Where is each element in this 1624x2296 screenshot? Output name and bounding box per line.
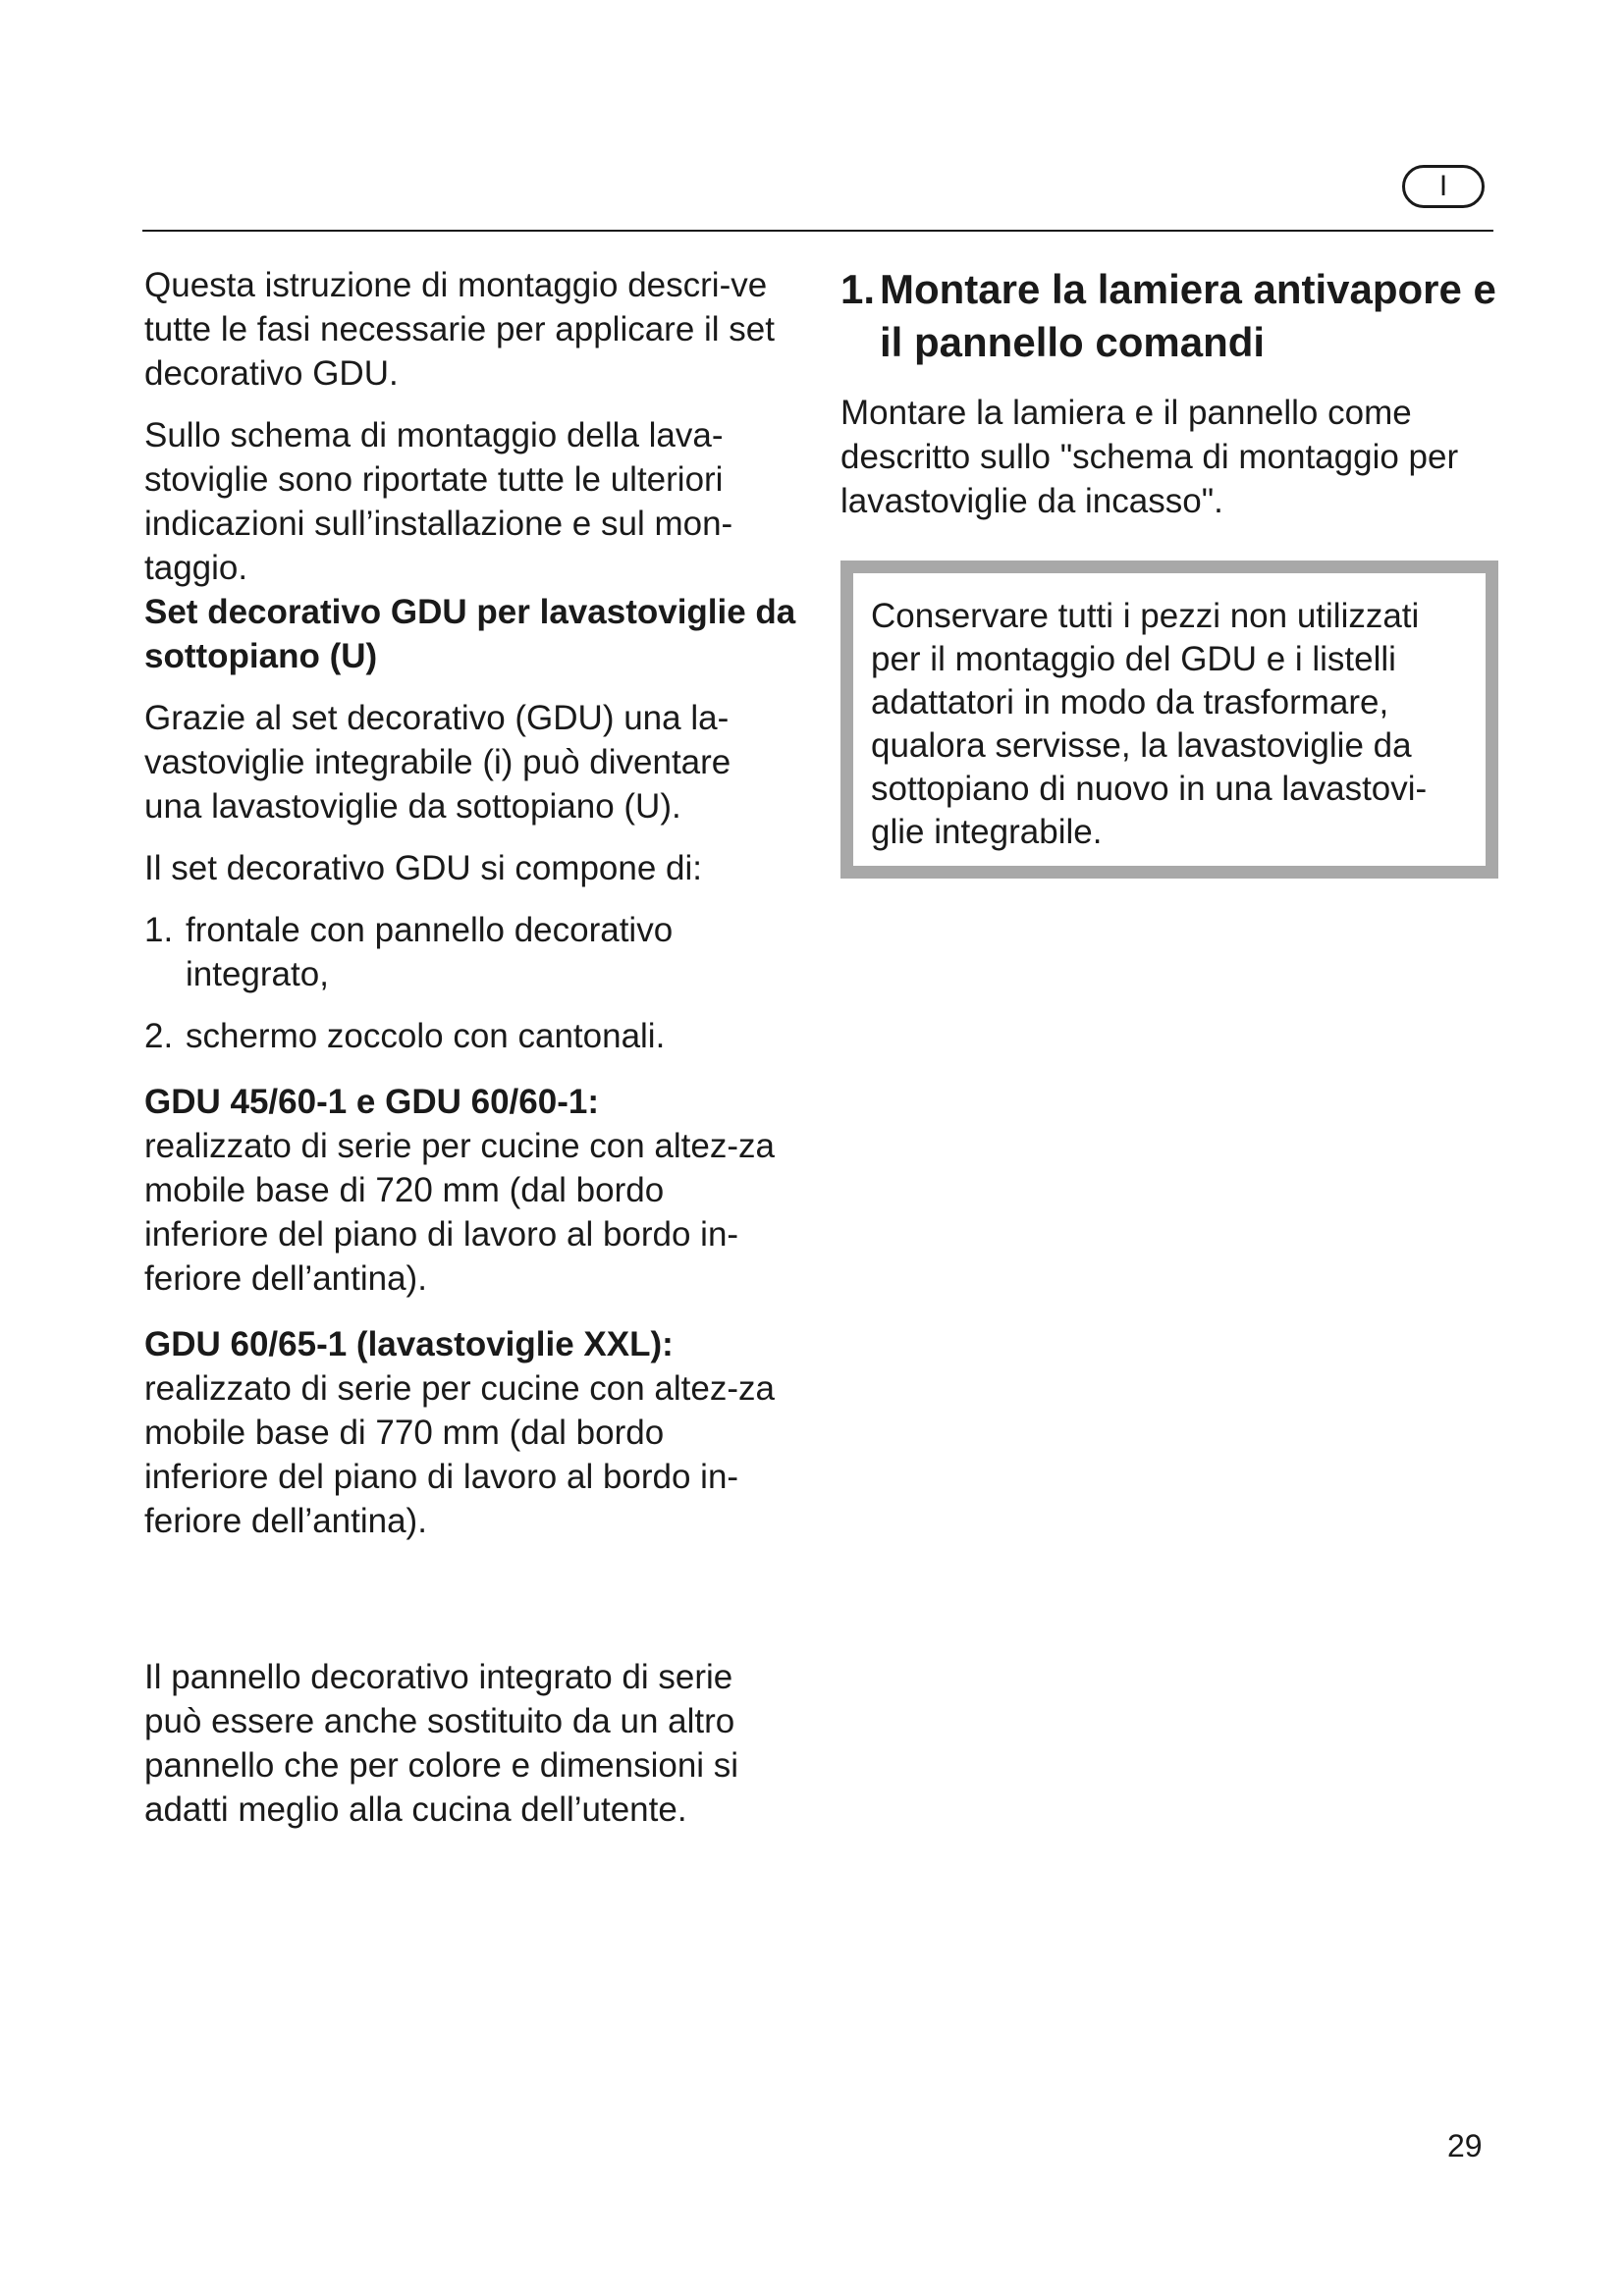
- note-text: Conservare tutti i pezzi non utilizzati per il montaggio del GDU e i listelli adattatori in modo da trasformare, qualora servisse, la lavastoviglie da sottopiano di nuovo in una lavastovi-glie integrabile.: [871, 597, 1428, 851]
- components-list: [144, 908, 812, 1058]
- intro-paragraph-1: Questa istruzione di montaggio descri-ve tutte le fasi necessarie per applicare il set decorativo GDU.: [144, 266, 775, 393]
- subheading-gdu-set: Set decorativo GDU per lavastoviglie da sottopiano (U): [144, 593, 796, 675]
- list-item: [144, 908, 735, 996]
- model-1-text: realizzato di serie per cucine con altez-za mobile base di 720 mm (dal bordo inferiore del piano di lavoro al bordo in-feriore dell’antina).: [144, 1127, 775, 1298]
- list-item-text: schermo zoccolo con cantonali.: [186, 1017, 666, 1055]
- list-item-number: 1.: [144, 911, 174, 949]
- list-item-text: frontale con pannello decorativo integrato,: [186, 911, 674, 993]
- closing-paragraph: Il pannello decorativo integrato di serie può essere anche sostituito da un altro pannello che per colore e dimensioni si adatti meglio alla cucina dell’utente.: [144, 1658, 739, 1829]
- page-number: 29: [1447, 2128, 1483, 2163]
- right-column: [840, 263, 1498, 879]
- components-intro: Il set decorativo GDU si compone di:: [144, 849, 703, 887]
- intro-paragraph-2: Sullo schema di montaggio della lava-stoviglie sono riportate tutte le ulteriori indicazioni sull’installazione e sul mon-taggio.: [144, 416, 733, 587]
- model-block-2: [144, 1322, 792, 1543]
- section-number: 1.: [840, 266, 876, 312]
- model-2-title: GDU 60/65-1 (lavastoviglie XXL):: [144, 1325, 674, 1363]
- section-title-text: Montare la lamiera antivapore e il pannello comandi: [880, 266, 1496, 365]
- note-box: [840, 561, 1498, 879]
- gdu-description-paragraph: Grazie al set decorativo (GDU) una la-vastoviglie integrabile (i) può diventare una lavastoviglie da sottopiano (U).: [144, 699, 731, 826]
- model-block-1: [144, 1080, 792, 1301]
- left-column: [144, 263, 812, 1832]
- model-1-title: GDU 45/60-1 e GDU 60/60-1:: [144, 1083, 599, 1121]
- list-item-number: 2.: [144, 1017, 174, 1055]
- section-title: [840, 263, 1498, 369]
- section-paragraph: Montare la lamiera e il pannello come descritto sullo "schema di montaggio per lavastoviglie da incasso".: [840, 394, 1459, 520]
- language-badge: I: [1402, 165, 1485, 208]
- model-2-text: realizzato di serie per cucine con altez-za mobile base di 770 mm (dal bordo inferiore del piano di lavoro al bordo in-feriore dell’antina).: [144, 1369, 775, 1540]
- header-rule: [142, 230, 1493, 232]
- list-item: [144, 1014, 812, 1058]
